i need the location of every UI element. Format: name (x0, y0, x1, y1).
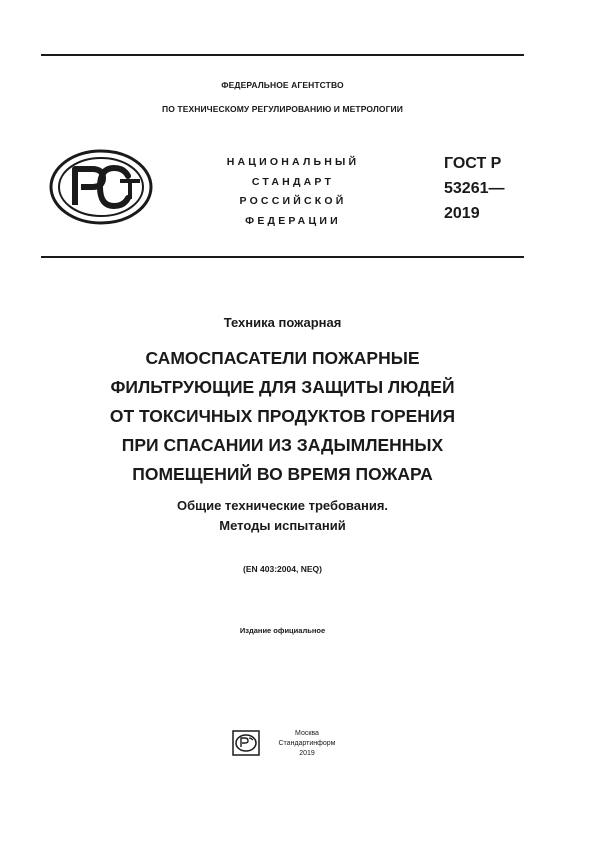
subtitle-line-2: Методы испытаний (219, 518, 346, 533)
standard-label (213, 153, 373, 231)
title-line-4: ПРИ СПАСАНИИ ИЗ ЗАДЫМЛЕННЫХ (121, 435, 444, 455)
agency-line-2: ПО ТЕХНИЧЕСКОМУ РЕГУЛИРОВАНИЮ И МЕТРОЛОГИИ (162, 104, 403, 114)
gost-year: 2019 (444, 205, 480, 222)
edition-note: Издание официальное (239, 626, 326, 635)
title-line-2: ФИЛЬТРУЮЩИЕ ДЛЯ ЗАЩИТЫ ЛЮДЕЙ (110, 377, 455, 397)
title-line-1: САМОСПАСАТЕЛИ ПОЖАРНЫЕ (145, 348, 420, 368)
publisher-info (262, 729, 352, 759)
title-line-3: ОТ ТОКСИЧНЫХ ПРОДУКТОВ ГОРЕНИЯ (109, 406, 456, 426)
standartinform-logo-icon (232, 730, 260, 756)
standard-line-2: СТАНДАРТ (251, 175, 335, 188)
title-line-5: ПОМЕЩЕНИЙ ВО ВРЕМЯ ПОЖАРА (132, 464, 433, 484)
publisher-name: Стандартинформ (278, 740, 336, 747)
subtitle-line-1: Общие технические требования. (176, 498, 389, 513)
standard-line-3: РОССИЙСКОЙ (239, 195, 347, 207)
publisher-city: Москва (295, 730, 319, 737)
agency-line-1: ФЕДЕРАЛЬНОЕ АГЕНТСТВО (221, 80, 344, 90)
document-subtitle (41, 496, 524, 536)
reference-standard: (EN 403:2004, NEQ) (243, 564, 322, 574)
standard-line-4: ФЕДЕРАЦИИ (245, 214, 341, 227)
standard-line-1: НАЦИОНАЛЬНЫЙ (226, 156, 360, 168)
document-title (41, 344, 524, 489)
publisher-year: 2019 (299, 750, 315, 757)
top-rule (41, 54, 524, 56)
gost-number: 53261— (444, 180, 505, 197)
gost-r-logo-icon (48, 147, 154, 227)
document-category: Техника пожарная (223, 315, 342, 330)
gost-designation (444, 151, 505, 226)
gost-code: ГОСТ Р (444, 155, 502, 172)
header-rule (41, 256, 524, 258)
